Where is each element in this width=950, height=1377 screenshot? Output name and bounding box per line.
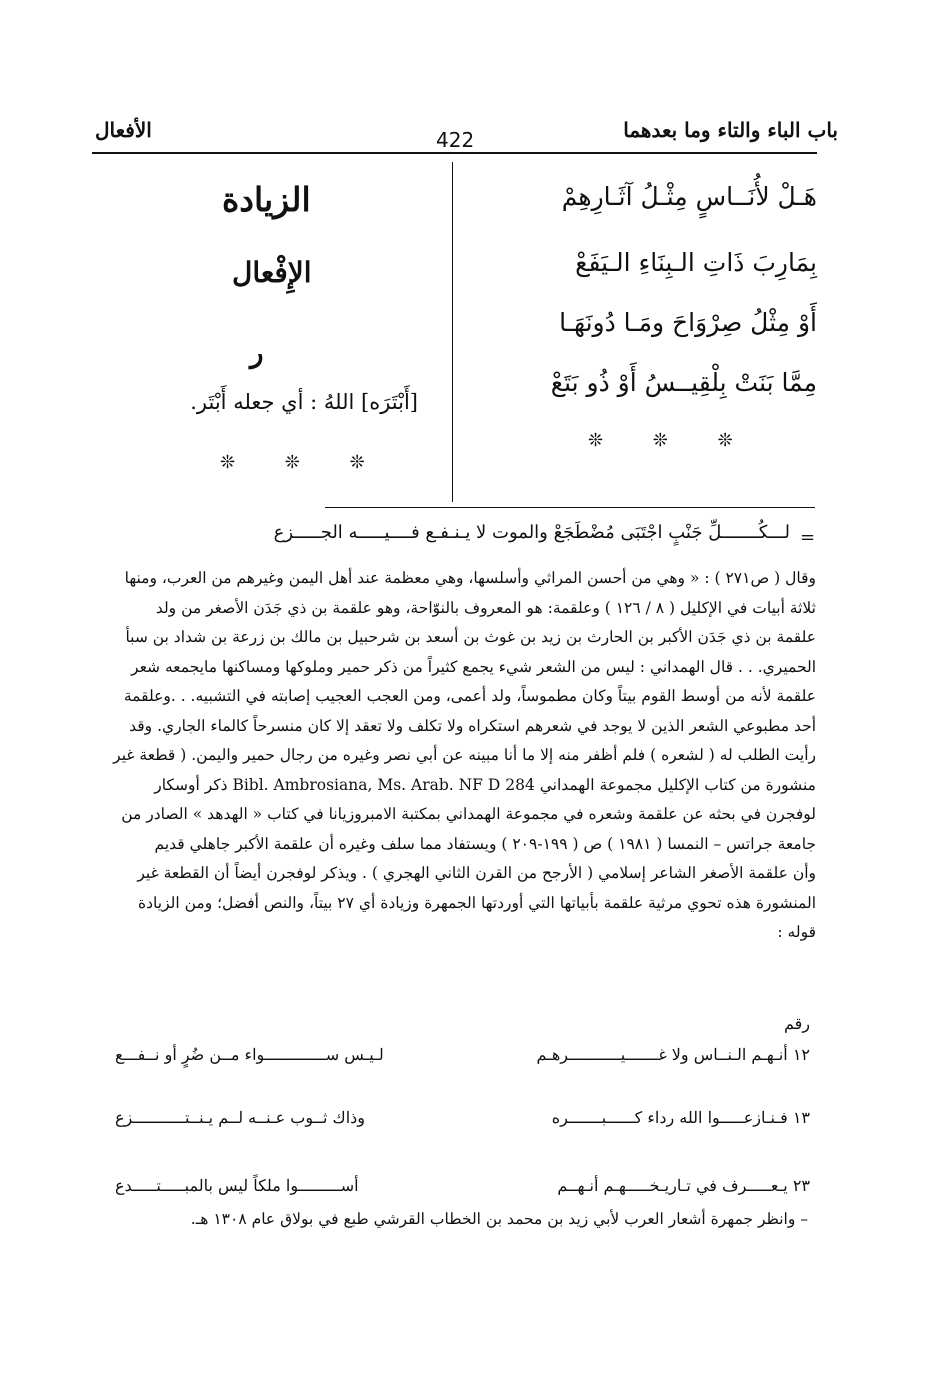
footnote-line: وأن علقمة الأصغر الشاعر إسلامي ( الأرجح من القرن الثاني الهجري ) . ويذكر لوفجرن أيضاً أن القطعة غير bbox=[137, 864, 816, 882]
poem-line-12-first-hemistich: ١٢ أنـهـم الـنــاس ولا غـــــــيـــــــــــرهـم bbox=[536, 1045, 810, 1064]
footnote-line: جامعة جراتس – النمسا ( ١٩٨١ ) ص ( ١٩٩-٢٠٩ ) ويستفاد مما سلف وغيره أن علقمة الأكبر جاهلي قديم bbox=[154, 834, 816, 853]
verse-3: أَوْ مِثْلُ صِرْوَاحَ ومَـا دُونَهَـا bbox=[559, 308, 817, 337]
root-letter: ر bbox=[250, 336, 264, 369]
poem-line-13-first-hemistich: ١٣ فـنـازعـــــوا الله رداء كــــــبـــــــره bbox=[551, 1108, 810, 1127]
footnote-line: ثلاثة أبيات في الإكليل ( ٨ / ١٢٦ ) وعلقمة: هو المعروف بالنوّاحة، وهو علقمة بن ذي جَدَن الأصغر من ولد bbox=[155, 598, 816, 617]
section-title: باب الباء والتاء وما بعدهما bbox=[623, 118, 838, 142]
footnote-line: منشورة من كتاب الإكليل مجموعة الهمداني Bibl. Ambrosiana, Ms. Arab. NF D 284 ذكر أوسكار bbox=[154, 775, 816, 794]
asterism-left: ❊ ❊ ❊ bbox=[220, 452, 387, 473]
verse-1: هَـلْ لأُنَــاسٍ مِثْـلُ آثَـارِهِمْ bbox=[561, 182, 817, 211]
verse-4: مِمَّا بَنَتْ بِلْقِيــسُ أَوْ ذُو بَتَعْ bbox=[550, 368, 817, 397]
footnote-line: أحد مطبوعي الشعر الذين لا يوجد في شعرهم استكراه ولا تكلف ولا تعقد إلا كان منسرحاً كالماء الجاري. وقد bbox=[129, 716, 816, 735]
footnote-line: لوفجرن في بحثه عن علقمة وشعره في مجموعة الهمداني بمكتبة الامبروزيانا في كتاب « الهدهد » الصادر من bbox=[121, 805, 816, 823]
footnote-line: رأيت الطلب له ( لشعره ) فلم أظفر منه إلا ما أنا مبينه عن أبي نصر وغيره من رجال حمير واليمن. ( قطعة غير bbox=[113, 746, 816, 764]
heading-ziyada: الزيادة bbox=[222, 180, 311, 219]
footnote-line: علقمة لأنه من أوسط القوم بيتاً وكان مطموساً، ولد أعمى، ومن العجب العجيب إصابته في التشبيه. . .وعلقمة bbox=[123, 687, 816, 705]
final-note: – وانظر جمهرة أشعار العرب لأبي زيد بن محمد بن الخطاب القرشي طبع في بولاق عام ١٣٠٨ هـ. bbox=[190, 1210, 808, 1228]
footnote-verse: لـــكُـــــــلِّ جَنْبٍ اجْتَبَى مُضْطَجَعْ والموت لا يـنـفـع فــــيـــــه الجـــــزع bbox=[273, 522, 790, 543]
poem-line-23-second-hemistich: أســـــــــوا ملكاً ليس بالمبـــــتـــــدع bbox=[115, 1176, 359, 1195]
footnote-line: المنشورة هذه تحوي مرثية علقمة بأبياتها التي أوردتها الجمهرة وزيادة أي ٢٧ بيتاً، والنص أفضل؛ ومن الزيادة bbox=[138, 893, 816, 912]
section-right-title: الأفعال bbox=[95, 118, 152, 142]
footnote-line: وقال ( ص٢٧١ ) : « وهي من أحسن المراثي وأسلسها، وهي معظمة عند أهل اليمن وغيرهم من العرب، ومنها bbox=[124, 569, 816, 587]
page-number: 422 bbox=[436, 128, 475, 152]
footnote-line: قوله : bbox=[777, 923, 816, 941]
continuation-mark: = bbox=[800, 527, 816, 548]
footnote-line: علقمة بن ذي جَدَن الأكبر بن الحارث بن زيد بن غوث بن أسعد بن شرحبيل بن مالك بن زرعة بن شداد بن سبأ bbox=[125, 628, 816, 646]
footnote-line: الحميري. . . قال الهمداني : ليس من الشعر شيء يجمع كثيراً من ذكر حمير وملوكها ومساكنها مايجمعه شعر bbox=[131, 657, 816, 676]
asterism-right: ❊ ❊ ❊ bbox=[588, 430, 755, 451]
poem-line-23-first-hemistich: ٢٣ يـعـــــرف في تـاريـخـــــهـم أنـهــم bbox=[557, 1176, 810, 1195]
header-rule bbox=[92, 152, 817, 154]
heading-afaal: الإِفْعال bbox=[232, 256, 312, 289]
footnote-rule bbox=[325, 507, 815, 508]
verse-2: بِمَارِبَ ذَاتِ الـبِنَاءِ الـيَفَعْ bbox=[575, 248, 817, 277]
poem-line-13-second-hemistich: وذاك ثــوب عـنــه لــم يـنــتـــــــــــزع bbox=[115, 1108, 366, 1127]
dictionary-entry: [أَبْتَرَه] اللهُ : أي جعله أَبْتَر. bbox=[190, 390, 418, 414]
poem-line-12-second-hemistich: لـيـس ســـــــــــــواء مــن ضُرٍ أو نــفـــع bbox=[115, 1045, 384, 1064]
footnote-body bbox=[108, 564, 816, 948]
raqm-label: رقم bbox=[783, 1014, 810, 1033]
column-divider bbox=[452, 162, 453, 502]
